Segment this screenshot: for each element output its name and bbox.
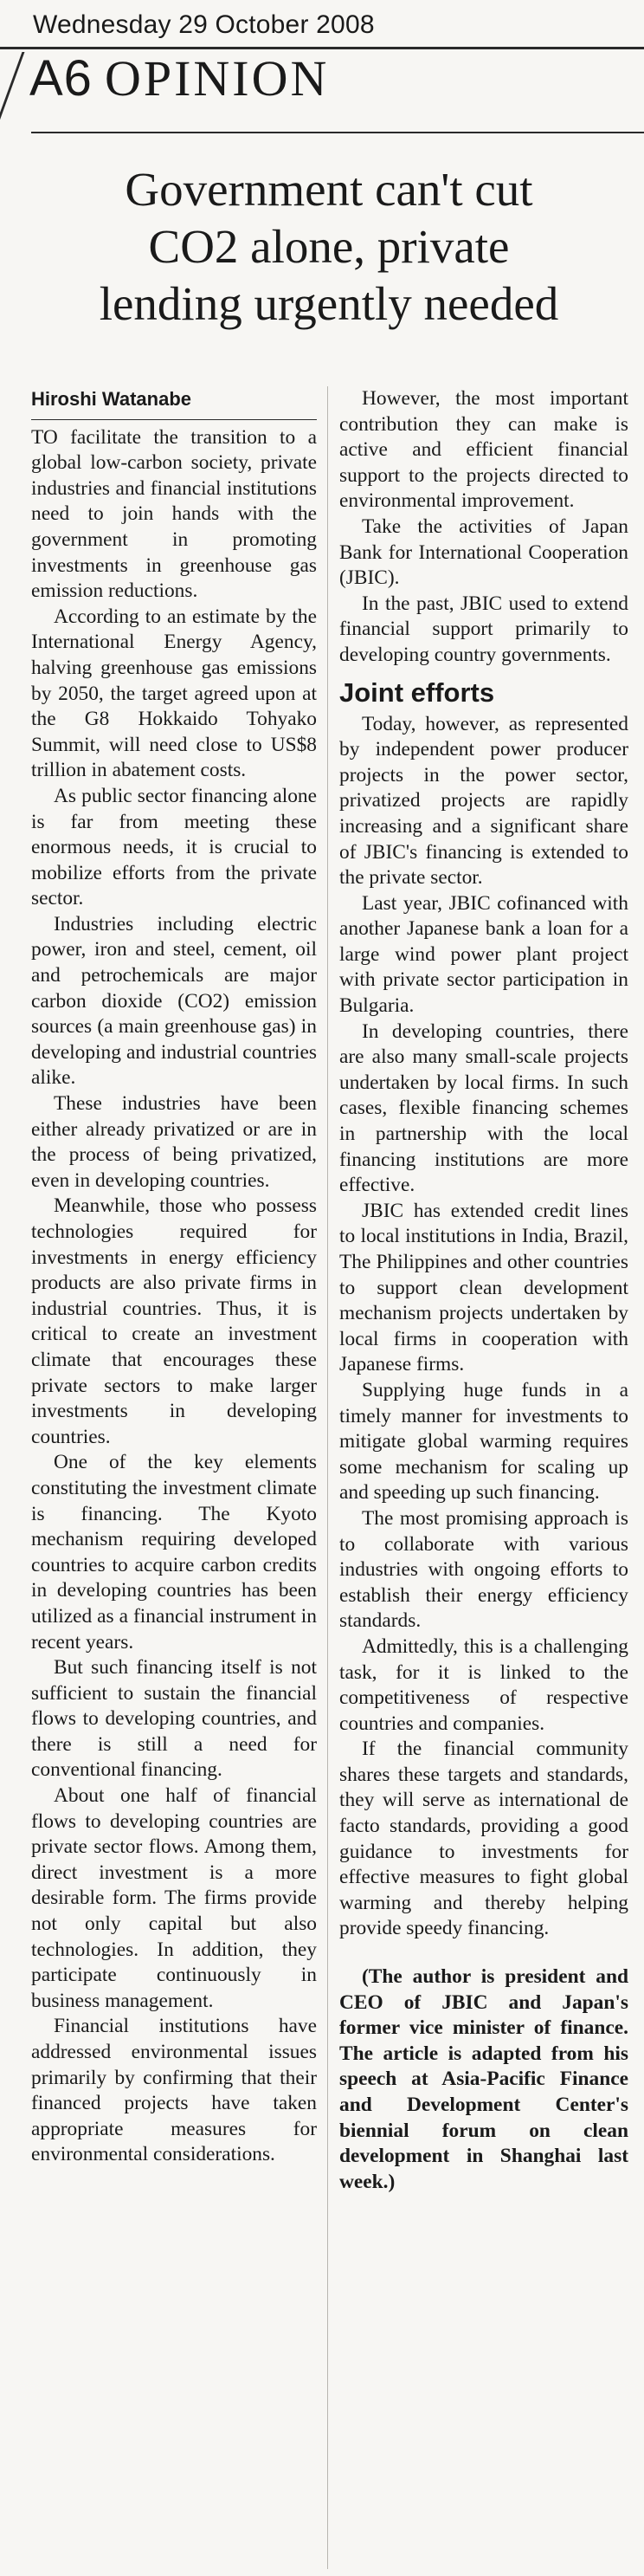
article-column-left [31,386,317,2168]
author-note: (The author is president and CEO of JBIC and Japan's former vice minister of finance. The article is adapted from his speech at Asia-Pacific Finance and Development Center's biennial forum on clean development in Shanghai last week.) [339,1965,628,2193]
article-paragraph: In developing countries, there are also many small-scale projects undertaken by local firms. In such cases, flexible financing schemes in partnership with the local financing institutions are more effective. [339,1019,628,1197]
byline: Hiroshi Watanabe [31,386,317,420]
article-column-right [339,386,628,2195]
article-paragraph: As public sector financing alone is far from meeting these enormous needs, it is crucial to mobilize efforts from the private sector. [31,784,317,910]
article-paragraph: The most promising approach is to collaborate with various industries with ongoing efforts to establish their energy efficiency standards. [339,1506,628,1633]
headline-line-3: lending urgently needed [99,277,559,330]
section-name: OPINION [104,50,330,107]
column-divider [327,386,328,2569]
article-paragraph: Admittedly, this is a challenging task, for it is linked to the competitiveness of respective countries and companies. [339,1634,628,1735]
article-paragraph: According to an estimate by the International Energy Agency, halving greenhouse gas emissions by 2050, the target agreed upon at the G8 Hokkaido Tohyako Summit, will need close to US$8 trillion in abatement costs. [31,605,317,782]
subheading: Joint efforts [339,676,495,708]
article-paragraph: Industries including electric power, iron and steel, cement, oil and petrochemicals are major carbon dioxide (CO2) emission sources (a main greenhouse gas) in developing and industrial countries alike. [31,912,317,1090]
article-paragraph: One of the key elements constituting the investment climate is financing. The Kyoto mechanism requiring developed countries to acquire carbon credits in developing countries has been utilized as a financial instrument in recent years. [31,1451,317,1654]
article-paragraph: These industries have been either already privatized or are in the process of being privatized, even in developing countries. [31,1092,317,1192]
article-paragraph: Financial institutions have addressed environmental issues primarily by confirming that their financed projects have taken appropriate measures for environmental considerations. [31,2015,317,2166]
headline-line-1: Government can't cut [125,163,533,216]
article-paragraph: TO facilitate the transition to a global low-carbon society, private industries and financial institutions need to join hands with the government in promoting investments in greenhouse gas emission reductions. [31,425,317,603]
article-paragraph: However, the most important contribution they can make is active and efficient financial support to the projects directed to environmental improvement. [339,387,628,513]
article-paragraph: Meanwhile, those who possess technologies required for investments in energy efficiency products are also private firms in industrial countries. Thus, it is critical to create an investment climate that encourages these private sectors to make larger investments in developing countries. [31,1194,317,1448]
article-paragraph: If the financial community shares these targets and standards, they will serve as international de facto standards, providing a good guidance to investments for effective measures to fight global warming and thereby helping provide speedy financing. [339,1738,628,1940]
article-paragraph: In the past, JBIC used to extend financial support primarily to developing country governments. [339,592,628,666]
article-paragraph: Today, however, as represented by independent power producer projects in the power sector, privatized projects are rapidly increasing and a significant share of JBIC's financing is extended to the private sector. [339,712,628,890]
section-divider [31,132,644,133]
article-paragraph: Last year, JBIC cofinanced with another Japanese bank a loan for a large wind power plant project with private sector participation in Bulgaria. [339,891,628,1018]
masthead-rule [0,47,644,49]
page-number: A6 [29,50,93,107]
article-paragraph: But such financing itself is not sufficient to sustain the financial flows to developing countries, and there is still a need for conventional financing. [31,1656,317,1782]
article-headline [35,161,623,333]
article-paragraph: Supplying huge funds in a timely manner for investments to mitigate global warming requires some mechanism for scaling up and speeding up such financing. [339,1378,628,1505]
article-paragraph: About one half of financial flows to developing countries are private sector flows. Among them, direct investment is a more desirable form. The firms provide not only capital but also technologies. In addition, they participate continuously in business management. [31,1784,317,2012]
section-slash-mark [0,52,24,135]
section-heading [29,50,330,107]
headline-line-2: CO2 alone, private [148,220,510,273]
article-paragraph: JBIC has extended credit lines to local institutions in India, Brazil, The Philippines and other countries to support clean development mechanism projects undertaken by local firms in cooperation with Japanese firms. [339,1199,628,1376]
masthead-date: Wednesday 29 October 2008 [33,10,375,39]
article-paragraph: Take the activities of Japan Bank for International Cooperation (JBIC). [339,515,628,590]
